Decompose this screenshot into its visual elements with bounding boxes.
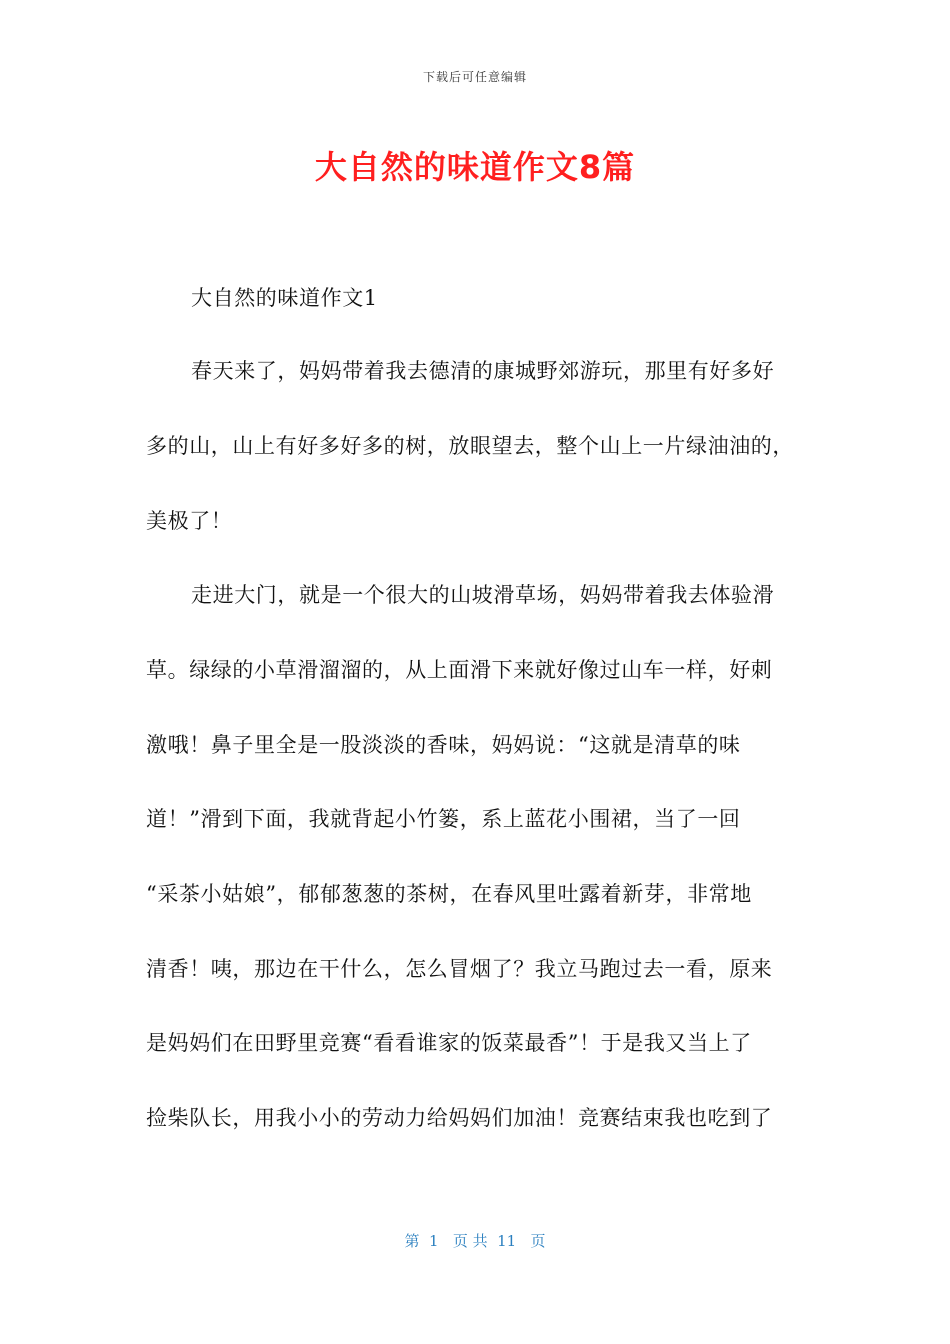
paragraph-line: 道！”滑到下面，我就背起小竹篓，系上蓝花小围裙，当了一回 bbox=[146, 807, 741, 831]
paragraph-line: 草。绿绿的小草滑溜溜的，从上面滑下来就好像过山车一样，好刺 bbox=[146, 658, 773, 682]
paragraph-line: 走进大门，就是一个很大的山坡滑草场，妈妈带着我去体验滑 bbox=[191, 583, 775, 607]
document-title: 大自然的味道作文8篇 bbox=[314, 148, 636, 186]
paragraph-line: 捡柴队长，用我小小的劳动力给妈妈们加油！竞赛结束我也吃到了 bbox=[146, 1106, 773, 1130]
essay-subheading: 大自然的味道作文1 bbox=[191, 286, 378, 310]
paragraph-line: 清香！咦，那边在干什么，怎么冒烟了？我立马跑过去一看，原来 bbox=[146, 957, 773, 981]
paragraph-line: 激哦！鼻子里全是一股淡淡的香味，妈妈说：“这就是清草的味 bbox=[146, 733, 741, 757]
paragraph-line: 多的山，山上有好多好多的树，放眼望去，整个山上一片绿油油的， bbox=[146, 434, 794, 458]
page-footer: 第 1 页 共 11 页 bbox=[404, 1232, 546, 1250]
header-note: 下载后可任意编辑 bbox=[422, 70, 527, 84]
paragraph-line: 春天来了，妈妈带着我去德清的康城野郊游玩，那里有好多好 bbox=[191, 359, 775, 383]
paragraph-line: 美极了！ bbox=[146, 509, 233, 533]
paragraph-line: 是妈妈们在田野里竞赛“看看谁家的饭菜最香”！于是我又当上了 bbox=[146, 1031, 752, 1055]
paragraph-line: “采茶小姑娘”，郁郁葱葱的茶树，在春风里吐露着新芽，非常地 bbox=[146, 882, 752, 906]
